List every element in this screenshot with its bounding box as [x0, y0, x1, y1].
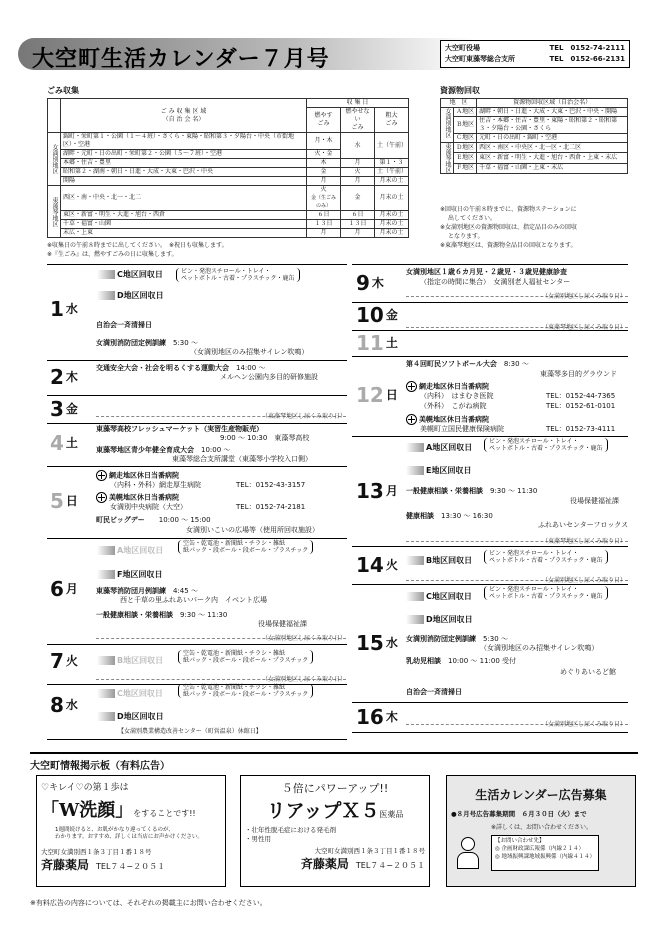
day-weekday: 日	[385, 388, 398, 402]
garbage-row-burn: １３日	[307, 220, 341, 229]
garbage-row-burn: 木	[307, 159, 341, 168]
garbage-row-bulk: 月末の土	[375, 211, 409, 220]
septic-note: （女満別地区し尿くみ取り日）	[261, 676, 346, 683]
day-weekday: 月	[385, 484, 398, 498]
day-number: 7	[50, 649, 64, 673]
hospital-name: （外科） こがね病院	[420, 402, 487, 410]
event-note: めぐりあいるど館	[560, 668, 616, 676]
ad-line: ※詳しくは、お問い合わせください。	[491, 824, 593, 831]
arrow-icon	[406, 466, 424, 475]
garbage-row-bulk: 月末の土	[375, 229, 409, 238]
event-note: 東藻琴総合支所講堂（東藻琴小学校入口側）	[172, 455, 312, 463]
garbage-col-area: ご み 収 集 区 域	[160, 107, 207, 115]
day-11	[356, 332, 398, 354]
collection-area-tag: A地区回収日	[404, 441, 474, 454]
arrow-icon	[97, 570, 115, 579]
ad-w-wash[interactable]	[36, 775, 226, 887]
arrow-icon	[97, 270, 115, 279]
ad-shop: 斉藤薬局	[41, 858, 90, 872]
medical-cross-icon	[96, 470, 107, 481]
col-burn2: ごみ	[317, 120, 330, 127]
event-title: 町民ビッグデー 10:00 ～ 15:00	[96, 516, 211, 524]
day-divider	[352, 702, 628, 703]
garbage-row-area: 開陽	[61, 177, 307, 186]
recycle-note: ※東藻琴地区は、資源物全品目の回収となります。	[440, 242, 577, 249]
ad-address: 大空町女満別西１条３丁目１番１８号	[314, 847, 425, 855]
col-nonburn: 燃やせない	[345, 108, 370, 123]
day-weekday: 土	[65, 436, 78, 450]
recycle-area: Ｃ地区	[454, 134, 477, 143]
septic-note: （東藻琴地区し尿くみ取り日）	[541, 324, 626, 331]
event-title: 自治会一斉清掃日	[96, 321, 152, 329]
event-title: 東藻琴地区青少年健全育成大会 10:00 ～	[96, 446, 231, 454]
day-weekday: 金	[385, 308, 398, 322]
day-4	[50, 432, 78, 454]
arrow-icon	[97, 656, 115, 665]
ad-headline: 生活カレンダー広告募集	[475, 788, 607, 802]
recycle-zone: 東区・新富・明生・大進・旭台・西倉・上東・末広	[477, 153, 628, 163]
hospital-title: 網走地区休日当番病院	[406, 381, 489, 392]
day-divider	[352, 356, 628, 357]
day-5	[50, 490, 78, 512]
day-divider	[47, 538, 347, 539]
event-note: ふれあいセンターフロックス	[538, 521, 629, 529]
ad-headline: リアップＸ５	[266, 800, 380, 822]
day-divider	[352, 302, 628, 303]
ad-headline: 「W洗顔」	[41, 800, 134, 821]
day-weekday: 水	[385, 636, 398, 650]
day-9	[356, 272, 384, 294]
medical-cross-icon	[406, 381, 417, 392]
day-weekday: 火	[65, 654, 78, 668]
recycle-area: Ｅ地区	[454, 153, 477, 163]
day-divider	[352, 546, 628, 547]
garbage-row-area: 東区・新富・明生・大進・旭台・西倉	[61, 211, 307, 220]
hospital-title: 美幌地区休日当番病院	[406, 414, 489, 425]
event-note: 西と千草の里ふれあいパーク内 イベント広場	[120, 596, 267, 604]
septic-note: （女満別地区し尿くみ取り日）	[541, 577, 626, 584]
recycle-note: 出してください。	[448, 215, 497, 222]
day-weekday: 金	[65, 402, 78, 416]
hospital-title: 網走地区休日当番病院	[96, 470, 179, 481]
hospital-tel: TEL：0152-44-7365	[546, 392, 616, 400]
septic-note: （女満別地区し尿くみ取り日）	[541, 721, 626, 728]
collection-area-tag: D地区回収日	[404, 613, 475, 626]
col-burn: 燃やす	[314, 112, 333, 119]
day-number: 3	[50, 397, 64, 421]
event-title: 乳幼児相談 10:00 ～ 11:00 受付	[406, 657, 517, 665]
recycle-table	[440, 98, 628, 174]
event-note: （女満別地区のみ招集サイレン吹鳴）	[190, 348, 309, 356]
garbage-row-bulk: 月末の土	[375, 186, 409, 211]
recycle-section-title: 資源物回収	[440, 86, 480, 95]
garbage-row-area: 千草・福富・山園	[61, 220, 307, 229]
branch-name: 大空町東藻琴総合支所	[445, 55, 515, 63]
board-title: 大空町情報掲示板（有料広告）	[30, 761, 170, 772]
event-note: 9:00 ～ 10:30 東藻琴高校	[220, 434, 310, 442]
garbage-table	[47, 98, 409, 238]
ad-body: 1週間続けると、お肌がかなり違ってくるのが、 わかります。おすすめ、詳しくは当店にお声かけください。	[55, 827, 203, 840]
ad-contact-box: 【お問い合わせ先】 ◎ 企画財政課広報係（内線２１４） ◎ 地域振興課地域振興係（内線４１４）	[491, 835, 599, 871]
collection-area-tag: B地区回収日	[404, 554, 474, 567]
recycle-notes	[440, 205, 630, 250]
day-number: 11	[356, 331, 384, 355]
garbage-note: ※収集日の午前８時までに出してください。 ※祝日も収集します。	[47, 242, 228, 249]
garbage-row-nonburn: 月	[341, 229, 375, 238]
garbage-row-nonburn: 火	[341, 168, 375, 177]
day-13	[356, 480, 398, 502]
recycle-col-area: 地 区	[441, 99, 477, 108]
septic-note: （女満別地区し尿くみ取り日）	[261, 635, 346, 642]
garbage-row-burn: 月	[307, 177, 341, 186]
hospital-tel: TEL：0152-43-3157	[236, 481, 306, 489]
board-footer: ※有料広告の内容については、それぞれの掲載主にお問い合わせください。	[30, 899, 267, 907]
garbage-col-area-sub: （自 治 会 名）	[162, 115, 205, 123]
hospital-name: （内科・外科）網走厚生病院	[110, 481, 201, 489]
day-weekday: 土	[385, 336, 398, 350]
day-weekday: 火	[385, 558, 398, 572]
garbage-notes	[47, 241, 228, 259]
ad-address: 大空町女満別西１条３丁目１番１８号	[41, 848, 152, 856]
event-note: 役場保健福祉課	[570, 497, 619, 505]
garbage-row-bulk: 月末の土	[375, 177, 409, 186]
garbage-row-bulk: 第１・３	[375, 159, 409, 168]
trash-types: ビン・発泡スチロール・トレイ・ ペットボトル・古着・プラスチック・鹿缶	[484, 438, 608, 452]
garbage-row-burn: 月・木	[307, 133, 341, 150]
garbage-row-area: 昭和第２・湖南・朝日・日進・大成・大東・巴沢・中央	[61, 168, 307, 177]
contact-box	[440, 40, 630, 68]
recycle-note: となります。	[448, 233, 484, 240]
event-title: 一般健康相談・栄養相談 9:30 ～ 11:30	[406, 487, 538, 495]
day-6	[50, 578, 78, 600]
hospital-name: （内科） はまむき医院	[420, 392, 494, 400]
collection-area-tag: A地区回収日	[95, 544, 165, 557]
ad-shop: 斉藤薬局	[300, 857, 349, 871]
person-illustration-icon	[451, 835, 487, 871]
day-weekday: 木	[371, 276, 384, 290]
day-2	[50, 366, 78, 388]
recycle-area: Ｆ地区	[454, 163, 477, 173]
recycle-area: Ｂ地区	[454, 117, 477, 134]
day-divider	[47, 395, 347, 396]
day-divider	[47, 423, 347, 424]
garbage-row-bulk: 土（午前）	[375, 168, 409, 177]
hospital-tel: TEL：0152-61-0101	[546, 402, 616, 410]
collection-area-tag: F地区回収日	[95, 568, 164, 581]
event-note: メルヘン公園内多目的研修施設	[220, 373, 318, 381]
recycle-zone: 千草・福富・山園・上東・末広	[477, 163, 628, 173]
day-weekday: 水	[65, 302, 78, 316]
septic-note: （東藻琴地区し尿くみ取り日）	[261, 413, 346, 420]
day-12	[356, 384, 398, 406]
day-number: 13	[356, 479, 384, 503]
collection-area-tag: D地区回収日	[95, 710, 166, 723]
day-divider	[352, 584, 628, 585]
day-number: 5	[50, 489, 64, 513]
garbage-row-nonburn: 月	[341, 177, 375, 186]
day-divider	[352, 436, 628, 437]
event-note: 女満別いこいの広場等（使用所回収施設）	[186, 526, 319, 534]
medical-cross-icon	[96, 492, 107, 503]
garbage-section-title: ごみ収集	[47, 86, 79, 95]
ad-tel: TEL７４−２０５１	[355, 861, 425, 870]
day-weekday: 水	[65, 698, 78, 712]
day-divider	[47, 360, 347, 361]
recycle-note: ※女満別地区の資源物回収は、指定品目のみの回収	[440, 224, 578, 231]
board-rule	[30, 752, 638, 754]
ad-line: ●８月号広告募集期間 ６月３０日（火）まで	[451, 810, 587, 818]
day-weekday: 木	[65, 370, 78, 384]
event-title: 健康相談 13:30 ～ 16:30	[406, 512, 493, 520]
day-number: 15	[356, 631, 384, 655]
garbage-row-burn: ６日	[307, 211, 341, 220]
recycle-zone: 元町・日の出町・錦町・空港	[477, 134, 628, 143]
recycle-group-b: 東藻琴地区	[441, 143, 454, 174]
ad-riup[interactable]	[240, 775, 430, 887]
recycle-zone: 西区・南区・中央区・北一区・北二区	[477, 143, 628, 153]
ad-recruit[interactable]	[446, 775, 636, 887]
event-title: 自治会一斉清掃日	[406, 688, 462, 696]
garbage-row-nonburn: 水	[341, 133, 375, 159]
ad-tel: TEL７４−２０５１	[96, 862, 166, 871]
ad-sub: 医薬品	[379, 810, 404, 819]
branch-tel: TEL 0152-66-2131	[549, 55, 625, 63]
event-note: （女満別地区のみ招集サイレン吹鳴）	[480, 644, 599, 652]
day-number: 9	[356, 271, 370, 295]
col-bulk: 粗大	[385, 112, 398, 119]
day-10	[356, 304, 398, 326]
recycle-note: ※回収日の午前８時までに、資源物ステーションに	[440, 206, 577, 213]
day-number: 12	[356, 383, 384, 407]
day-number: 14	[356, 553, 384, 577]
hospital-title: 美幌地区休日当番病院	[96, 492, 179, 503]
day-number: 10	[356, 303, 384, 327]
col-nonburn2: ごみ	[351, 124, 364, 131]
event-title: 女満別消防団定例訓練 5:30 ～	[96, 339, 198, 347]
garbage-group-b: 東藻琴地区	[48, 186, 61, 238]
arrow-icon	[97, 546, 115, 555]
recycle-area: Ａ地区	[454, 108, 477, 117]
day-weekday: 月	[65, 582, 78, 596]
day-3	[50, 398, 78, 420]
day-8	[50, 694, 78, 716]
collection-area-tag: D地区回収日	[95, 289, 166, 302]
day-number: 4	[50, 431, 64, 455]
event-title: 交通安全大会・社会を明るくする運動大会 14:00 ～	[96, 364, 266, 372]
day-divider	[47, 644, 347, 645]
trash-types: ビン・発泡スチロール・トレイ・ ペットボトル・古着・プラスチック・鹿缶	[176, 268, 300, 282]
hospital-name: 女満別中央病院（大空）	[110, 503, 187, 511]
garbage-row-nonburn: 金	[341, 186, 375, 211]
office-name: 大空町役場	[445, 44, 480, 52]
garbage-row-nonburn: ６日	[341, 211, 375, 220]
garbage-row-burn: 月	[307, 229, 341, 238]
collection-area-tag: B地区回収日	[95, 654, 165, 667]
arrow-icon	[406, 443, 424, 452]
medical-cross-icon	[406, 414, 417, 425]
arrow-icon	[97, 291, 115, 300]
event-title: 第４回町民ソフトボール大会 8:30 ～	[406, 360, 529, 368]
trash-types: ビン・発泡スチロール・トレイ・ ペットボトル・古着・プラスチック・鹿缶	[484, 586, 608, 600]
garbage-row-burn: 金	[307, 168, 341, 177]
ad-line: をすることです!!	[133, 809, 196, 818]
day-divider	[47, 466, 347, 467]
day-divider	[352, 264, 628, 265]
day-number: 8	[50, 693, 64, 717]
event-title: 一般健康相談・栄養相談 9:30 ～ 11:30	[96, 611, 228, 619]
trash-types: 空缶・乾電池・新聞紙・チラシ・雑紙 紙パック・段ボール・段ボール・プラスチック	[178, 684, 313, 698]
garbage-row-bulk: 月末の土	[375, 220, 409, 229]
office-tel: TEL 0152-74-2111	[549, 44, 625, 52]
hospital-tel: TEL：0152-74-2181	[236, 503, 306, 511]
recycle-group-a: 女満別地区	[441, 108, 454, 143]
garbage-row-area: 錦町・栄町第１・公園（１～４班）・さくら・東陽・昭和第３・夕陽台・中央（市街地区）・空港	[61, 133, 307, 150]
event-title: 【女満別農業構造改善センター（町営温泉）休館日】	[118, 728, 262, 735]
recycle-col-zone: 資源物回収区域（自治会名）	[477, 99, 628, 108]
day-number: 2	[50, 365, 64, 389]
event-title: 女満別地区１歳６カ月児・２歳児・３歳児健康診査	[406, 268, 567, 276]
event-note: 役場保健福祉課	[258, 620, 307, 628]
septic-note: （女満別地区し尿くみ取り日）	[541, 293, 626, 300]
event-title: 東藻琴消防団月例訓練 4:45 ～	[96, 587, 198, 595]
page-title: 大空町生活カレンダー７月号	[32, 47, 330, 72]
collection-area-tag: C地区回収日	[95, 687, 165, 700]
recycle-zone: 湖畔・朝日・日進・大成・大東・巴沢・中央・開陽	[477, 108, 628, 117]
arrow-icon	[406, 592, 424, 601]
collection-area-tag: C地区回収日	[404, 590, 474, 603]
day-14	[356, 554, 398, 576]
garbage-row-nonburn: １３日	[341, 220, 375, 229]
recycle-zone: 住吉・本郷・住吉・豊里・東陽・昭和第２・昭和第３・夕陽台・公園・さくら	[477, 117, 628, 134]
event-note: （指定の時間に集合） 女満別老人福祉センター	[420, 278, 571, 286]
hospital-tel: TEL：0152-73-4111	[546, 425, 616, 433]
day-divider	[352, 732, 628, 733]
garbage-row-burn: 火	[320, 186, 327, 193]
day-number: 1	[50, 297, 64, 321]
trash-types: ビン・発泡スチロール・トレイ・ ペットボトル・古着・プラスチック・鹿缶	[484, 550, 608, 564]
day-16	[356, 706, 398, 728]
event-title: 東藻琴高校フレッシュマーケット（実習生産物販売）	[96, 425, 264, 433]
garbage-row-area: 西区・南・中央・北一・北二	[61, 186, 307, 211]
day-divider	[47, 739, 347, 740]
event-title: 女満別消防団定例訓練 5:30 ～	[406, 635, 508, 643]
event-note: 東藻琴多目的グラウンド	[540, 370, 617, 378]
day-number: 6	[50, 577, 64, 601]
day-15	[356, 632, 398, 654]
arrow-icon	[406, 615, 424, 624]
recycle-area: Ｄ地区	[454, 143, 477, 153]
collection-area-tag: E地区回収日	[404, 464, 473, 477]
day-weekday: 木	[385, 710, 398, 724]
day-number: 16	[356, 705, 384, 729]
col-bulk2: ごみ	[385, 120, 398, 127]
ad-line: ♡キレイ♡の第１歩は	[41, 783, 129, 793]
day-divider	[352, 330, 628, 331]
day-7	[50, 650, 78, 672]
garbage-group-a: 女満別地区	[48, 133, 61, 186]
ad-bullets: ・壮年性脱毛症における発毛剤 ・男性用	[245, 826, 336, 843]
day-1	[50, 298, 78, 320]
garbage-row-area: 末広・上東	[61, 229, 307, 238]
trash-types: 空缶・乾電池・新聞紙・チラシ・雑紙 紙パック・段ボール・段ボール・プラスチック	[178, 540, 313, 554]
collection-area-tag: C地区回収日	[95, 268, 165, 281]
garbage-row-area: 本郷・住吉・豊里	[61, 159, 307, 168]
arrow-icon	[97, 689, 115, 698]
septic-note: （東藻琴地区し尿くみ取り日）	[541, 538, 626, 545]
ad-line: ５倍にパワーアップ!!	[281, 782, 389, 795]
arrow-icon	[406, 556, 424, 565]
garbage-burn-extra: 金（生ごみのみ）	[310, 195, 336, 209]
garbage-row-burn: 火・金	[307, 150, 341, 159]
hospital-name: 美幌町立国民健康保険病院	[420, 425, 504, 433]
garbage-row-bulk: 土（午前）	[375, 133, 409, 159]
day-weekday: 日	[65, 494, 78, 508]
garbage-row-area: 湖畔・元町・日の出町・栄町第２・公園（５～７班）・空港	[61, 150, 307, 159]
garbage-row-nonburn: 月	[341, 159, 375, 168]
arrow-icon	[97, 712, 115, 721]
day-divider	[47, 264, 347, 265]
trash-types: 空缶・乾電池・新聞紙・チラシ・雑紙 紙パック・段ボール・段ボール・プラスチック	[178, 650, 313, 664]
garbage-col-days: 収 集 日	[307, 99, 409, 108]
garbage-note: ※『生ごみ』は、燃やすごみの日に収集します。	[47, 251, 178, 258]
